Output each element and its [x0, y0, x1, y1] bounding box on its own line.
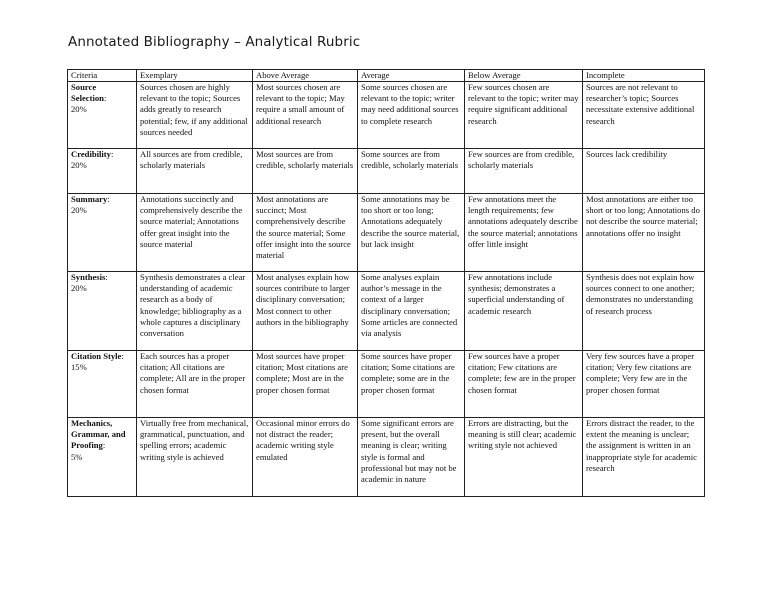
- rating-cell: Some analyses explain author’s message in the context of a larger disciplinary conversation; Some articles are connected via analysis: [358, 272, 465, 351]
- rating-cell: Some sources have proper citation; Some citations are complete; some are in the proper chosen format: [358, 351, 465, 418]
- criterion-name: Mechanics, Grammar, and Proofing: [71, 418, 126, 451]
- rating-cell: Most annotations are either too short or too long; Annotations do not describe the source material; annotations offer no insight: [583, 194, 705, 272]
- criterion-cell: Source Selection: 20%: [68, 82, 137, 149]
- rating-cell: Few sources have a proper citation; Few citations are complete; few are in the proper chosen format: [465, 351, 583, 418]
- criterion-name: Citation Style: [71, 351, 122, 361]
- rating-cell: Sources chosen are highly relevant to the topic; Sources adds greatly to research potential; few, if any additional sources needed: [137, 82, 253, 149]
- rating-cell: Most sources chosen are relevant to the topic; May require a small amount of additional research: [253, 82, 358, 149]
- criterion-weight: 5%: [71, 451, 83, 462]
- rating-cell: Sources are not relevant to researcher’s topic; Sources necessitate extensive additional research: [583, 82, 705, 149]
- rating-cell: Most sources have proper citation; Most citations are complete; Most are in the proper chosen format: [253, 351, 358, 418]
- rubric-table: [67, 69, 705, 497]
- table-row: [68, 272, 705, 351]
- header-incomplete: Incomplete: [583, 70, 705, 82]
- rating-cell: Occasional minor errors do not distract the reader; academic writing style emulated: [253, 418, 358, 497]
- criterion-name: Source Selection: [71, 82, 104, 104]
- rating-cell: Most analyses explain how sources contribute to larger disciplinary conversation; Most connect to other authors in the bibliography: [253, 272, 358, 351]
- rating-cell: Some sources are from credible, scholarly materials: [358, 149, 465, 194]
- rating-cell: Errors are distracting, but the meaning is still clear; academic writing style not achieved: [465, 418, 583, 497]
- rating-cell: Some annotations may be too short or too long; Annotations adequately describe the source material, but lack insight: [358, 194, 465, 272]
- rating-cell: Sources lack credibility: [583, 149, 705, 194]
- rating-cell: Some sources chosen are relevant to the topic; writer may need additional sources to complete research: [358, 82, 465, 149]
- rating-cell: Few annotations meet the length requirements; few annotations adequately describe the source material; annotations offer little insight: [465, 194, 583, 272]
- criterion-weight: 20%: [71, 104, 87, 115]
- table-row: [68, 82, 705, 149]
- rating-cell: Very few sources have a proper citation; Very few citations are complete; Very few are in the proper chosen format: [583, 351, 705, 418]
- rating-cell: Each sources has a proper citation; All citations are complete; All are in the proper chosen format: [137, 351, 253, 418]
- criterion-cell: Synthesis: 20%: [68, 272, 137, 351]
- table-row: [68, 351, 705, 418]
- rating-cell: Annotations succinctly and comprehensively describe the source material; Annotations offer great insight into the source material: [137, 194, 253, 272]
- rating-cell: All sources are from credible, scholarly materials: [137, 149, 253, 194]
- header-row: [68, 70, 705, 82]
- criterion-name: Synthesis: [71, 272, 106, 282]
- rating-cell: Synthesis demonstrates a clear understanding of academic research as a body of knowledge; bibliography as a whole captures a disciplinary conversation: [137, 272, 253, 351]
- table-row: [68, 149, 705, 194]
- table-row: [68, 194, 705, 272]
- header-average: Average: [358, 70, 465, 82]
- criterion-name: Credibility: [71, 149, 111, 159]
- rating-cell: Virtually free from mechanical, grammatical, punctuation, and spelling errors; academic writing style is achieved: [137, 418, 253, 497]
- rating-cell: Few annotations include synthesis; demonstrates a superficial understanding of academic research: [465, 272, 583, 351]
- document-title: Annotated Bibliography – Analytical Rubric: [68, 34, 361, 50]
- criterion-weight: 20%: [71, 160, 87, 171]
- criterion-cell: Citation Style: 15%: [68, 351, 137, 418]
- criterion-cell: Mechanics, Grammar, and Proofing: 5%: [68, 418, 137, 497]
- criterion-weight: 20%: [71, 205, 87, 216]
- rating-cell: Few sources are from credible, scholarly materials: [465, 149, 583, 194]
- rating-cell: Errors distract the reader, to the extent the meaning is unclear; the assignment is written in an inappropriate style for academic research: [583, 418, 705, 497]
- rating-cell: Most sources are from credible, scholarly materials: [253, 149, 358, 194]
- header-above-average: Above Average: [253, 70, 358, 82]
- criterion-name: Summary: [71, 194, 108, 204]
- criterion-cell: Summary: 20%: [68, 194, 137, 272]
- header-exemplary: Exemplary: [137, 70, 253, 82]
- header-below-average: Below Average: [465, 70, 583, 82]
- criterion-weight: 20%: [71, 283, 87, 294]
- table-row: [68, 418, 705, 497]
- criterion-weight: 15%: [71, 362, 87, 373]
- header-criteria: Criteria: [68, 70, 137, 82]
- rating-cell: Synthesis does not explain how sources connect to one another; demonstrates no understanding of research process: [583, 272, 705, 351]
- rating-cell: Few sources chosen are relevant to the topic; writer may require significant additional research: [465, 82, 583, 149]
- rating-cell: Most annotations are succinct; Most comprehensively describe the source material; Some offer insight into the source material: [253, 194, 358, 272]
- criterion-cell: Credibility: 20%: [68, 149, 137, 194]
- rating-cell: Some significant errors are present, but the overall meaning is clear; writing style is formal and professional but may not be academic in nature: [358, 418, 465, 497]
